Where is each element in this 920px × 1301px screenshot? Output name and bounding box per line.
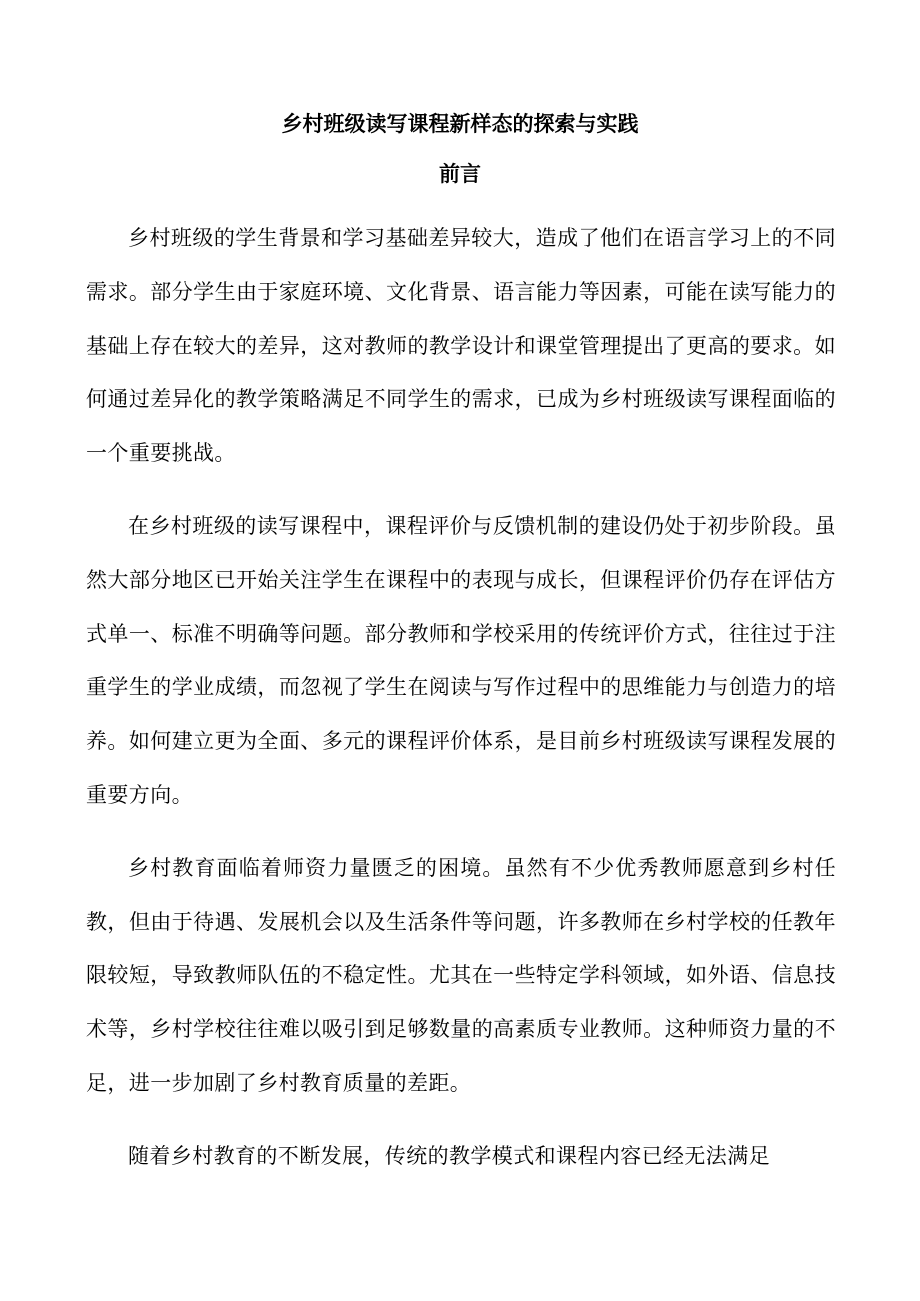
document-body xyxy=(86,212,836,1203)
paragraph-2: 在乡村班级的读写课程中，课程评价与反馈机制的建设仍处于初步阶段。虽然大部分地区已开始关注学生在课程中的表现与成长，但课程评价仍存在评估方式单一、标准不明确等问题。部分教师和学校采用的传统评价方式，往往过于注重学生的学业成绩，而忽视了学生在阅读与写作过程中的思维能力与创造力的培养。如何建立更为全面、多元的课程评价体系，是目前乡村班级读写课程发展的重要方向。 xyxy=(86,513,836,807)
paragraph-4: 随着乡村教育的不断发展，传统的教学模式和课程内容已经无法满足 xyxy=(128,1143,770,1168)
document-title: 乡村班级读写课程新样态的探索与实践 xyxy=(281,111,639,136)
paragraph-3: 乡村教育面临着师资力量匮乏的困境。虽然有不少优秀教师愿意到乡村任教，但由于待遇、发展机会以及生活条件等问题，许多教师在乡村学校的任教年限较短，导致教师队伍的不稳定性。尤其在一些特定学科领域，如外语、信息技术等，乡村学校往往难以吸引到足够数量的高素质专业教师。这种师资力量的不足，进一步加剧了乡村教育质量的差距。 xyxy=(86,855,836,1095)
section-heading: 前言 xyxy=(439,161,481,186)
paragraph-1: 乡村班级的学生背景和学习基础差异较大，造成了他们在语言学习上的不同需求。部分学生由于家庭环境、文化背景、语言能力等因素，可能在读写能力的基础上存在较大的差异，这对教师的教学设计和课堂管理提出了更高的要求。如何通过差异化的教学策略满足不同学生的需求，已成为乡村班级读写课程面临的一个重要挑战。 xyxy=(86,226,836,466)
